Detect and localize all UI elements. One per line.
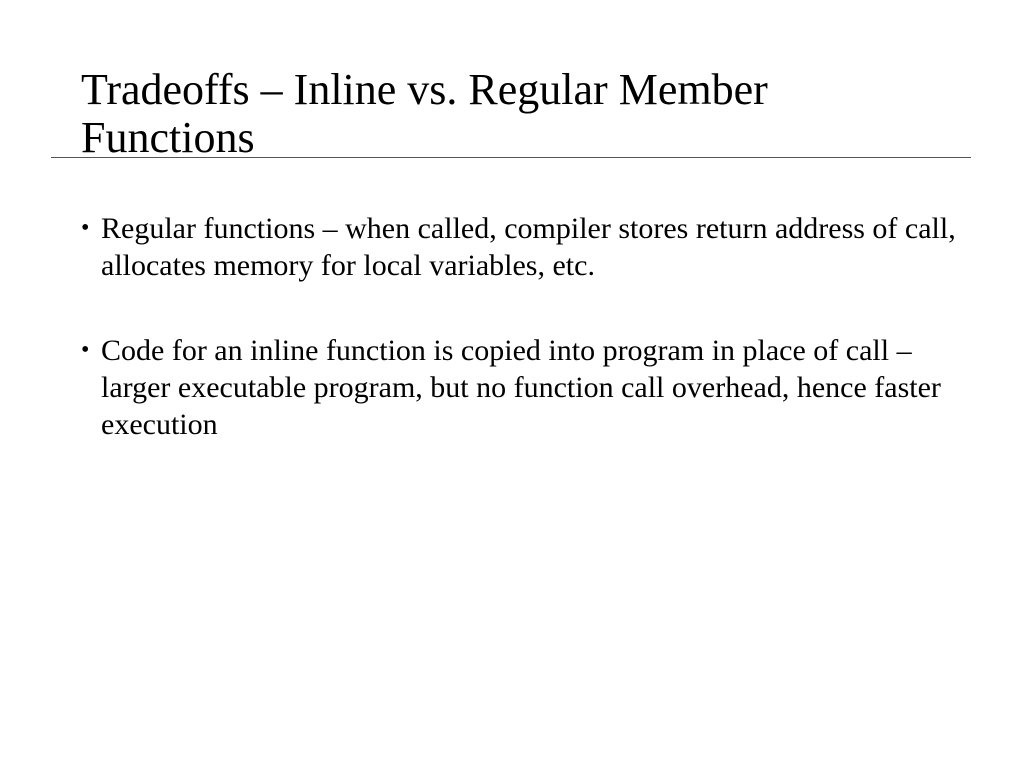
title-divider	[51, 157, 971, 158]
bullet-dot-icon: •	[81, 215, 90, 241]
bullet-item	[81, 332, 961, 443]
bullet-item	[81, 210, 961, 284]
slide-title: Tradeoffs – Inline vs. Regular Member Functions	[81, 65, 768, 162]
bullet-text: Regular functions – when called, compiler stores return address of call, allocates memory for local variables, etc.	[101, 212, 956, 282]
bullet-text: Code for an inline function is copied into program in place of call – larger executable program, but no function call overhead, hence faster execution	[101, 334, 941, 441]
bullet-list	[81, 210, 961, 491]
bullet-dot-icon: •	[81, 337, 90, 363]
